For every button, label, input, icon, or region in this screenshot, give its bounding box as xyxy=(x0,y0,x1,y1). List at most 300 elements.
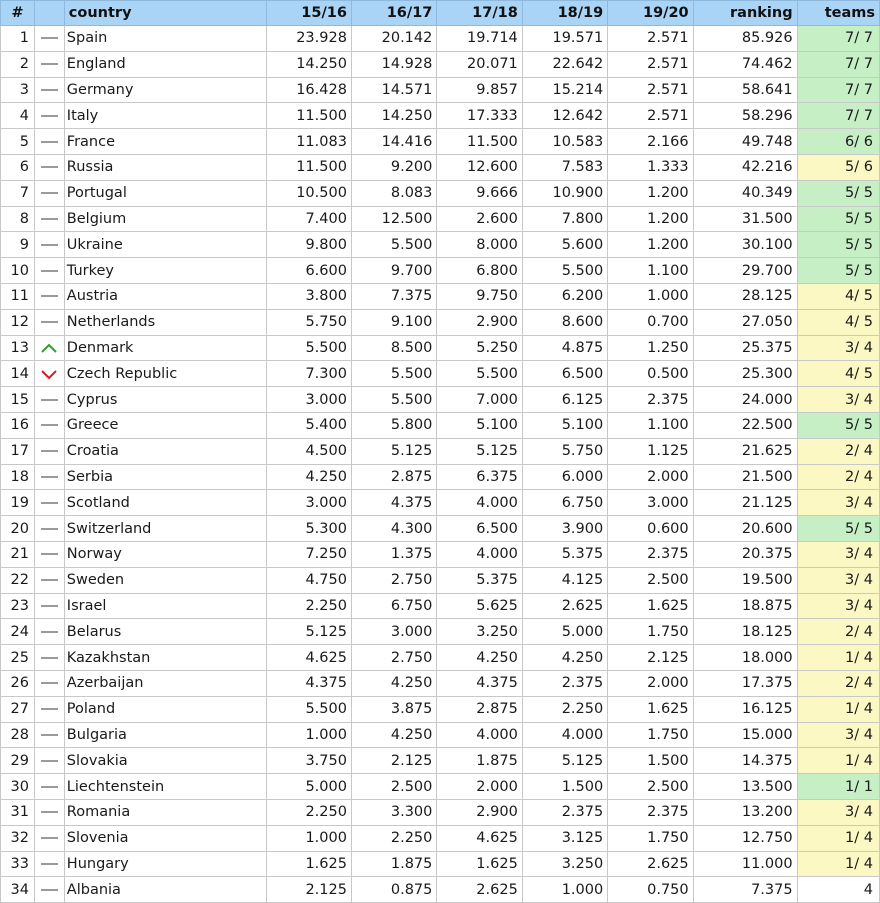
trend-cell xyxy=(34,154,64,180)
season-1516-cell: 5.500 xyxy=(266,335,351,361)
table-row[interactable] xyxy=(1,825,880,851)
season-1819-cell: 10.583 xyxy=(522,129,607,155)
country-cell[interactable]: France xyxy=(64,129,266,155)
table-row[interactable] xyxy=(1,258,880,284)
ranking-cell: 7.375 xyxy=(693,877,797,903)
country-cell[interactable]: Israel xyxy=(64,593,266,619)
teams-cell: 5/ 5 xyxy=(797,206,879,232)
season-1718-cell: 6.800 xyxy=(437,258,522,284)
season-1920-cell: 1.200 xyxy=(608,206,693,232)
trend-same-icon xyxy=(41,863,58,865)
rank-cell: 5 xyxy=(1,129,35,155)
table-row[interactable] xyxy=(1,799,880,825)
season-1920-cell: 0.700 xyxy=(608,309,693,335)
teams-cell: 7/ 7 xyxy=(797,103,879,129)
rank-cell: 26 xyxy=(1,670,35,696)
trend-cell xyxy=(34,206,64,232)
ranking-cell: 24.000 xyxy=(693,387,797,413)
rank-cell: 17 xyxy=(1,438,35,464)
rank-cell: 25 xyxy=(1,645,35,671)
season-1516-cell: 1.625 xyxy=(266,851,351,877)
trend-same-icon xyxy=(41,579,58,581)
country-cell[interactable]: Italy xyxy=(64,103,266,129)
trend-same-icon xyxy=(41,889,58,891)
header-teams[interactable]: teams xyxy=(797,1,879,26)
season-1516-cell: 4.500 xyxy=(266,438,351,464)
ranking-cell: 58.296 xyxy=(693,103,797,129)
season-1819-cell: 1.000 xyxy=(522,877,607,903)
rank-cell: 23 xyxy=(1,593,35,619)
season-1718-cell: 5.125 xyxy=(437,438,522,464)
season-1819-cell: 22.642 xyxy=(522,51,607,77)
season-1516-cell: 9.800 xyxy=(266,232,351,258)
table-row[interactable] xyxy=(1,722,880,748)
table-row[interactable] xyxy=(1,670,880,696)
ranking-cell: 21.500 xyxy=(693,464,797,490)
country-cell[interactable]: Romania xyxy=(64,799,266,825)
country-cell[interactable]: Azerbaijan xyxy=(64,670,266,696)
country-cell[interactable]: Croatia xyxy=(64,438,266,464)
teams-cell: 7/ 7 xyxy=(797,77,879,103)
season-1617-cell: 1.875 xyxy=(351,851,436,877)
country-cell[interactable]: Belarus xyxy=(64,619,266,645)
ranking-cell: 58.641 xyxy=(693,77,797,103)
ranking-cell: 15.000 xyxy=(693,722,797,748)
trend-cell xyxy=(34,722,64,748)
season-1516-cell: 6.600 xyxy=(266,258,351,284)
table-row[interactable] xyxy=(1,103,880,129)
season-1819-cell: 4.125 xyxy=(522,567,607,593)
season-1617-cell: 2.125 xyxy=(351,748,436,774)
season-1920-cell: 3.000 xyxy=(608,490,693,516)
rank-cell: 11 xyxy=(1,283,35,309)
country-cell[interactable]: Slovakia xyxy=(64,748,266,774)
table-row[interactable] xyxy=(1,412,880,438)
season-1617-cell: 14.250 xyxy=(351,103,436,129)
season-1819-cell: 5.750 xyxy=(522,438,607,464)
trend-cell xyxy=(34,567,64,593)
header-rank[interactable]: # xyxy=(1,1,35,26)
season-1718-cell: 2.900 xyxy=(437,799,522,825)
table-row[interactable] xyxy=(1,774,880,800)
trend-same-icon xyxy=(41,837,58,839)
rank-cell: 27 xyxy=(1,696,35,722)
teams-cell: 5/ 5 xyxy=(797,258,879,284)
season-1617-cell: 7.375 xyxy=(351,283,436,309)
rank-cell: 13 xyxy=(1,335,35,361)
season-1718-cell: 20.071 xyxy=(437,51,522,77)
table-row[interactable] xyxy=(1,748,880,774)
country-cell[interactable]: Austria xyxy=(64,283,266,309)
trend-cell xyxy=(34,593,64,619)
table-row[interactable] xyxy=(1,877,880,903)
season-1516-cell: 5.400 xyxy=(266,412,351,438)
ranking-cell: 49.748 xyxy=(693,129,797,155)
country-cell[interactable]: Ukraine xyxy=(64,232,266,258)
header-trend xyxy=(34,1,64,26)
table-row[interactable] xyxy=(1,645,880,671)
header-season-1617[interactable]: 16/17 xyxy=(351,1,436,26)
season-1718-cell: 17.333 xyxy=(437,103,522,129)
trend-same-icon xyxy=(41,321,58,323)
ranking-cell: 18.000 xyxy=(693,645,797,671)
country-cell[interactable]: Belgium xyxy=(64,206,266,232)
season-1516-cell: 3.800 xyxy=(266,283,351,309)
ranking-cell: 22.500 xyxy=(693,412,797,438)
rank-cell: 33 xyxy=(1,851,35,877)
season-1516-cell: 3.000 xyxy=(266,490,351,516)
trend-same-icon xyxy=(41,605,58,607)
country-cell[interactable]: Poland xyxy=(64,696,266,722)
trend-same-icon xyxy=(41,244,58,246)
ranking-cell: 17.375 xyxy=(693,670,797,696)
ranking-cell: 18.125 xyxy=(693,619,797,645)
season-1617-cell: 4.300 xyxy=(351,516,436,542)
trend-same-icon xyxy=(41,708,58,710)
season-1516-cell: 7.300 xyxy=(266,361,351,387)
trend-cell xyxy=(34,516,64,542)
country-cell[interactable]: Hungary xyxy=(64,851,266,877)
table-row[interactable] xyxy=(1,26,880,52)
table-row[interactable] xyxy=(1,232,880,258)
season-1617-cell: 2.500 xyxy=(351,774,436,800)
table-row[interactable] xyxy=(1,129,880,155)
rank-cell: 16 xyxy=(1,412,35,438)
teams-cell: 3/ 4 xyxy=(797,387,879,413)
rank-cell: 3 xyxy=(1,77,35,103)
table-row[interactable] xyxy=(1,51,880,77)
season-1920-cell: 2.571 xyxy=(608,103,693,129)
country-cell[interactable]: Germany xyxy=(64,77,266,103)
trend-cell xyxy=(34,748,64,774)
season-1920-cell: 2.125 xyxy=(608,645,693,671)
season-1819-cell: 2.375 xyxy=(522,799,607,825)
trend-same-icon xyxy=(41,682,58,684)
season-1516-cell: 5.300 xyxy=(266,516,351,542)
season-1920-cell: 2.571 xyxy=(608,51,693,77)
teams-cell: 2/ 4 xyxy=(797,670,879,696)
trend-cell xyxy=(34,309,64,335)
country-cell[interactable]: Albania xyxy=(64,877,266,903)
season-1617-cell: 9.100 xyxy=(351,309,436,335)
season-1718-cell: 4.000 xyxy=(437,490,522,516)
season-1819-cell: 1.500 xyxy=(522,774,607,800)
season-1920-cell: 1.125 xyxy=(608,438,693,464)
season-1819-cell: 5.375 xyxy=(522,541,607,567)
country-cell[interactable]: England xyxy=(64,51,266,77)
teams-cell: 2/ 4 xyxy=(797,438,879,464)
season-1516-cell: 5.750 xyxy=(266,309,351,335)
season-1718-cell: 2.900 xyxy=(437,309,522,335)
trend-cell xyxy=(34,51,64,77)
country-cell[interactable]: Kazakhstan xyxy=(64,645,266,671)
trend-same-icon xyxy=(41,270,58,272)
table-row[interactable] xyxy=(1,593,880,619)
country-cell[interactable]: Turkey xyxy=(64,258,266,284)
ranking-cell: 13.500 xyxy=(693,774,797,800)
season-1819-cell: 6.750 xyxy=(522,490,607,516)
rank-cell: 4 xyxy=(1,103,35,129)
rank-cell: 10 xyxy=(1,258,35,284)
season-1718-cell: 5.500 xyxy=(437,361,522,387)
country-cell[interactable]: Cyprus xyxy=(64,387,266,413)
season-1920-cell: 1.500 xyxy=(608,748,693,774)
season-1718-cell: 4.000 xyxy=(437,722,522,748)
header-country[interactable]: country xyxy=(64,1,266,26)
country-cell[interactable]: Serbia xyxy=(64,464,266,490)
country-cell[interactable]: Portugal xyxy=(64,180,266,206)
season-1617-cell: 4.375 xyxy=(351,490,436,516)
table-row[interactable] xyxy=(1,490,880,516)
season-1718-cell: 2.875 xyxy=(437,696,522,722)
ranking-cell: 14.375 xyxy=(693,748,797,774)
teams-cell: 4/ 5 xyxy=(797,309,879,335)
season-1920-cell: 1.625 xyxy=(608,696,693,722)
trend-same-icon xyxy=(41,811,58,813)
season-1718-cell: 6.500 xyxy=(437,516,522,542)
ranking-cell: 27.050 xyxy=(693,309,797,335)
country-cell[interactable]: Scotland xyxy=(64,490,266,516)
trend-cell xyxy=(34,103,64,129)
season-1617-cell: 8.500 xyxy=(351,335,436,361)
teams-cell: 6/ 6 xyxy=(797,129,879,155)
rank-cell: 21 xyxy=(1,541,35,567)
ranking-cell: 74.462 xyxy=(693,51,797,77)
trend-down-icon xyxy=(40,368,58,380)
season-1516-cell: 11.083 xyxy=(266,129,351,155)
trend-same-icon xyxy=(41,295,58,297)
season-1516-cell: 7.400 xyxy=(266,206,351,232)
trend-same-icon xyxy=(41,528,58,530)
rank-cell: 31 xyxy=(1,799,35,825)
season-1617-cell: 1.375 xyxy=(351,541,436,567)
season-1617-cell: 12.500 xyxy=(351,206,436,232)
header-season-1718[interactable]: 17/18 xyxy=(437,1,522,26)
country-cell[interactable]: Sweden xyxy=(64,567,266,593)
teams-cell: 3/ 4 xyxy=(797,799,879,825)
rank-cell: 2 xyxy=(1,51,35,77)
trend-same-icon xyxy=(41,424,58,426)
trend-same-icon xyxy=(41,553,58,555)
header-row xyxy=(1,1,880,26)
table-row[interactable] xyxy=(1,464,880,490)
season-1718-cell: 12.600 xyxy=(437,154,522,180)
trend-cell xyxy=(34,438,64,464)
season-1819-cell: 7.800 xyxy=(522,206,607,232)
ranking-cell: 18.875 xyxy=(693,593,797,619)
season-1819-cell: 2.375 xyxy=(522,670,607,696)
season-1516-cell: 1.000 xyxy=(266,825,351,851)
table-row[interactable] xyxy=(1,696,880,722)
teams-cell: 3/ 4 xyxy=(797,490,879,516)
country-cell[interactable]: Czech Republic xyxy=(64,361,266,387)
ranking-cell: 21.125 xyxy=(693,490,797,516)
trend-cell xyxy=(34,335,64,361)
table-row[interactable] xyxy=(1,283,880,309)
teams-cell: 7/ 7 xyxy=(797,51,879,77)
season-1718-cell: 3.250 xyxy=(437,619,522,645)
table-row[interactable] xyxy=(1,851,880,877)
teams-cell: 4/ 5 xyxy=(797,361,879,387)
season-1617-cell: 5.800 xyxy=(351,412,436,438)
teams-cell: 3/ 4 xyxy=(797,593,879,619)
country-cell[interactable]: Liechtenstein xyxy=(64,774,266,800)
season-1718-cell: 4.250 xyxy=(437,645,522,671)
table-row[interactable] xyxy=(1,206,880,232)
trend-cell xyxy=(34,180,64,206)
table-row[interactable] xyxy=(1,309,880,335)
season-1920-cell: 1.750 xyxy=(608,722,693,748)
trend-cell xyxy=(34,877,64,903)
ranking-cell: 19.500 xyxy=(693,567,797,593)
header-season-1516[interactable]: 15/16 xyxy=(266,1,351,26)
season-1617-cell: 4.250 xyxy=(351,670,436,696)
teams-cell: 1/ 4 xyxy=(797,748,879,774)
season-1920-cell: 1.333 xyxy=(608,154,693,180)
trend-same-icon xyxy=(41,450,58,452)
header-season-1819[interactable]: 18/19 xyxy=(522,1,607,26)
trend-cell xyxy=(34,851,64,877)
season-1516-cell: 3.750 xyxy=(266,748,351,774)
country-cell[interactable]: Spain xyxy=(64,26,266,52)
trend-same-icon xyxy=(41,166,58,168)
table-row[interactable] xyxy=(1,387,880,413)
teams-cell: 5/ 5 xyxy=(797,516,879,542)
country-cell[interactable]: Russia xyxy=(64,154,266,180)
season-1516-cell: 3.000 xyxy=(266,387,351,413)
season-1516-cell: 7.250 xyxy=(266,541,351,567)
trend-same-icon xyxy=(41,89,58,91)
table-row[interactable] xyxy=(1,619,880,645)
rank-cell: 34 xyxy=(1,877,35,903)
table-row[interactable] xyxy=(1,335,880,361)
season-1718-cell: 5.100 xyxy=(437,412,522,438)
trend-same-icon xyxy=(41,192,58,194)
season-1617-cell: 3.000 xyxy=(351,619,436,645)
season-1920-cell: 2.375 xyxy=(608,541,693,567)
header-season-1920[interactable]: 19/20 xyxy=(608,1,693,26)
season-1920-cell: 2.375 xyxy=(608,799,693,825)
season-1718-cell: 1.875 xyxy=(437,748,522,774)
rank-cell: 32 xyxy=(1,825,35,851)
teams-cell: 5/ 5 xyxy=(797,412,879,438)
season-1718-cell: 5.375 xyxy=(437,567,522,593)
table-row[interactable] xyxy=(1,154,880,180)
trend-same-icon xyxy=(41,657,58,659)
season-1617-cell: 4.250 xyxy=(351,722,436,748)
table-row[interactable] xyxy=(1,567,880,593)
season-1920-cell: 2.000 xyxy=(608,464,693,490)
table-row[interactable] xyxy=(1,180,880,206)
trend-same-icon xyxy=(41,399,58,401)
season-1920-cell: 2.571 xyxy=(608,26,693,52)
table-row[interactable] xyxy=(1,438,880,464)
season-1819-cell: 19.571 xyxy=(522,26,607,52)
season-1920-cell: 2.500 xyxy=(608,774,693,800)
ranking-cell: 12.750 xyxy=(693,825,797,851)
season-1617-cell: 20.142 xyxy=(351,26,436,52)
season-1819-cell: 3.250 xyxy=(522,851,607,877)
season-1920-cell: 2.500 xyxy=(608,567,693,593)
teams-cell: 2/ 4 xyxy=(797,619,879,645)
ranking-cell: 40.349 xyxy=(693,180,797,206)
ranking-cell: 16.125 xyxy=(693,696,797,722)
teams-cell: 1/ 4 xyxy=(797,645,879,671)
country-cell[interactable]: Greece xyxy=(64,412,266,438)
trend-same-icon xyxy=(41,63,58,65)
teams-cell: 2/ 4 xyxy=(797,464,879,490)
season-1516-cell: 1.000 xyxy=(266,722,351,748)
ranking-cell: 29.700 xyxy=(693,258,797,284)
season-1617-cell: 2.250 xyxy=(351,825,436,851)
teams-cell: 5/ 5 xyxy=(797,232,879,258)
season-1920-cell: 2.000 xyxy=(608,670,693,696)
country-cell[interactable]: Bulgaria xyxy=(64,722,266,748)
trend-same-icon xyxy=(41,502,58,504)
season-1617-cell: 5.125 xyxy=(351,438,436,464)
season-1819-cell: 3.900 xyxy=(522,516,607,542)
season-1516-cell: 11.500 xyxy=(266,103,351,129)
season-1617-cell: 8.083 xyxy=(351,180,436,206)
season-1617-cell: 14.928 xyxy=(351,51,436,77)
table-row[interactable] xyxy=(1,516,880,542)
season-1819-cell: 7.583 xyxy=(522,154,607,180)
ranking-cell: 11.000 xyxy=(693,851,797,877)
season-1920-cell: 0.500 xyxy=(608,361,693,387)
season-1718-cell: 1.625 xyxy=(437,851,522,877)
season-1617-cell: 3.875 xyxy=(351,696,436,722)
season-1718-cell: 4.625 xyxy=(437,825,522,851)
season-1819-cell: 4.875 xyxy=(522,335,607,361)
season-1718-cell: 2.625 xyxy=(437,877,522,903)
rank-cell: 14 xyxy=(1,361,35,387)
season-1718-cell: 4.375 xyxy=(437,670,522,696)
season-1516-cell: 2.125 xyxy=(266,877,351,903)
season-1617-cell: 14.571 xyxy=(351,77,436,103)
country-cell[interactable]: Denmark xyxy=(64,335,266,361)
season-1819-cell: 6.125 xyxy=(522,387,607,413)
trend-cell xyxy=(34,670,64,696)
season-1819-cell: 2.625 xyxy=(522,593,607,619)
ranking-cell: 21.625 xyxy=(693,438,797,464)
season-1617-cell: 3.300 xyxy=(351,799,436,825)
country-cell[interactable]: Netherlands xyxy=(64,309,266,335)
country-cell[interactable]: Slovenia xyxy=(64,825,266,851)
ranking-cell: 31.500 xyxy=(693,206,797,232)
season-1617-cell: 5.500 xyxy=(351,387,436,413)
teams-cell: 3/ 4 xyxy=(797,567,879,593)
country-cell[interactable]: Switzerland xyxy=(64,516,266,542)
season-1819-cell: 4.000 xyxy=(522,722,607,748)
trend-cell xyxy=(34,825,64,851)
season-1718-cell: 9.666 xyxy=(437,180,522,206)
trend-cell xyxy=(34,26,64,52)
teams-cell: 5/ 5 xyxy=(797,180,879,206)
season-1819-cell: 10.900 xyxy=(522,180,607,206)
teams-cell: 1/ 1 xyxy=(797,774,879,800)
header-ranking[interactable]: ranking xyxy=(693,1,797,26)
teams-cell: 7/ 7 xyxy=(797,26,879,52)
country-cell[interactable]: Norway xyxy=(64,541,266,567)
table-row[interactable] xyxy=(1,361,880,387)
rank-cell: 19 xyxy=(1,490,35,516)
table-row[interactable] xyxy=(1,77,880,103)
table-row[interactable] xyxy=(1,541,880,567)
teams-cell: 4 xyxy=(797,877,879,903)
season-1819-cell: 2.250 xyxy=(522,696,607,722)
rank-cell: 30 xyxy=(1,774,35,800)
ranking-cell: 28.125 xyxy=(693,283,797,309)
